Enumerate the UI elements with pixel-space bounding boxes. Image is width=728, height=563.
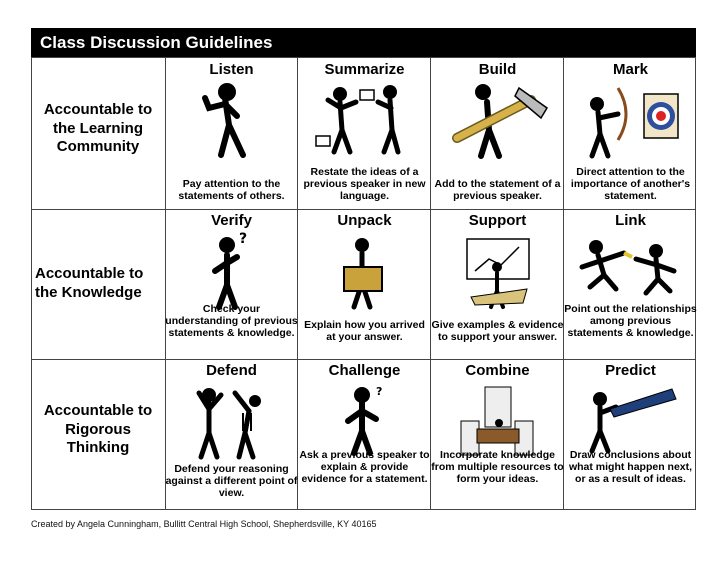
cell-link — [564, 209, 697, 359]
cell-verify — [165, 209, 298, 359]
archer-target-icon — [564, 80, 697, 160]
cell-title: Link — [615, 212, 646, 229]
row-label-rigorous-thinking: Accountable to Rigorous Thinking — [43, 402, 153, 456]
cell-unpack — [298, 209, 431, 359]
cell-title: Build — [478, 61, 517, 78]
cell-title: Predict — [605, 362, 656, 379]
unpacking-box-icon — [298, 231, 431, 311]
cell-description: Pay attention to the statements of others. — [178, 178, 285, 203]
summarizing-figures-icon — [298, 80, 431, 160]
cell-predict — [564, 359, 697, 509]
cell-description: Explain how you arrived at your answer. — [304, 319, 425, 344]
row-label-learning-community: Accountable to the Learning Community — [43, 101, 153, 155]
arguing-referee-icon — [165, 381, 298, 461]
cell-combine — [431, 359, 564, 509]
credit-footer: Created by Angela Cunningham, Bullitt Central High School, Shepherdsville, KY 40165 — [31, 519, 377, 529]
hammer-builder-icon — [431, 80, 564, 160]
cell-summarize — [298, 58, 431, 208]
cell-title: Challenge — [328, 362, 401, 379]
cell-description: Give examples & evidence to support your answer. — [431, 319, 564, 344]
cell-title: Combine — [465, 362, 530, 379]
row-label-knowledge: Accountable to the Knowledge — [35, 265, 144, 301]
cell-title: Unpack — [337, 212, 392, 229]
cell-description: Draw conclusions about what might happen next, or as a result of ideas. — [568, 449, 693, 486]
svg-text:?: ? — [376, 385, 383, 398]
cell-title: Support — [468, 212, 527, 229]
cell-title: Defend — [206, 362, 257, 379]
cell-title: Listen — [209, 61, 254, 78]
svg-text:?: ? — [239, 231, 248, 247]
cell-listen — [165, 58, 298, 208]
cell-description: Add to the statement of a previous speaker. — [434, 178, 561, 203]
cell-description: Check your understanding of previous statements & knowledge. — [165, 303, 298, 340]
cell-description: Defend your reasoning against a different point of view. — [165, 463, 298, 500]
cell-title: Verify — [211, 212, 252, 229]
guidelines-table — [31, 57, 696, 510]
cell-challenge — [298, 359, 431, 509]
cell-description: Direct attention to the importance of another's statement. — [570, 166, 691, 203]
relay-runners-icon — [564, 231, 697, 311]
cell-defend — [165, 359, 298, 509]
cell-description: Restate the ideas of a previous speaker in new language. — [303, 166, 426, 203]
page-title: Class Discussion Guidelines — [31, 28, 696, 57]
cell-description: Point out the relationships among previous statements & knowledge. — [564, 303, 697, 340]
cell-build — [431, 58, 564, 208]
presentation-board-icon — [431, 231, 564, 311]
cell-mark — [564, 58, 697, 208]
cell-title: Summarize — [324, 61, 405, 78]
cell-description: Ask a previous speaker to explain & provide evidence for a statement. — [299, 449, 430, 486]
cell-title: Mark — [612, 61, 649, 78]
listening-figure-icon — [165, 80, 298, 160]
questioning-figure-icon — [165, 231, 298, 311]
cell-description: Incorporate knowledge from multiple resources to form your ideas. — [431, 449, 564, 486]
cell-support — [431, 209, 564, 359]
